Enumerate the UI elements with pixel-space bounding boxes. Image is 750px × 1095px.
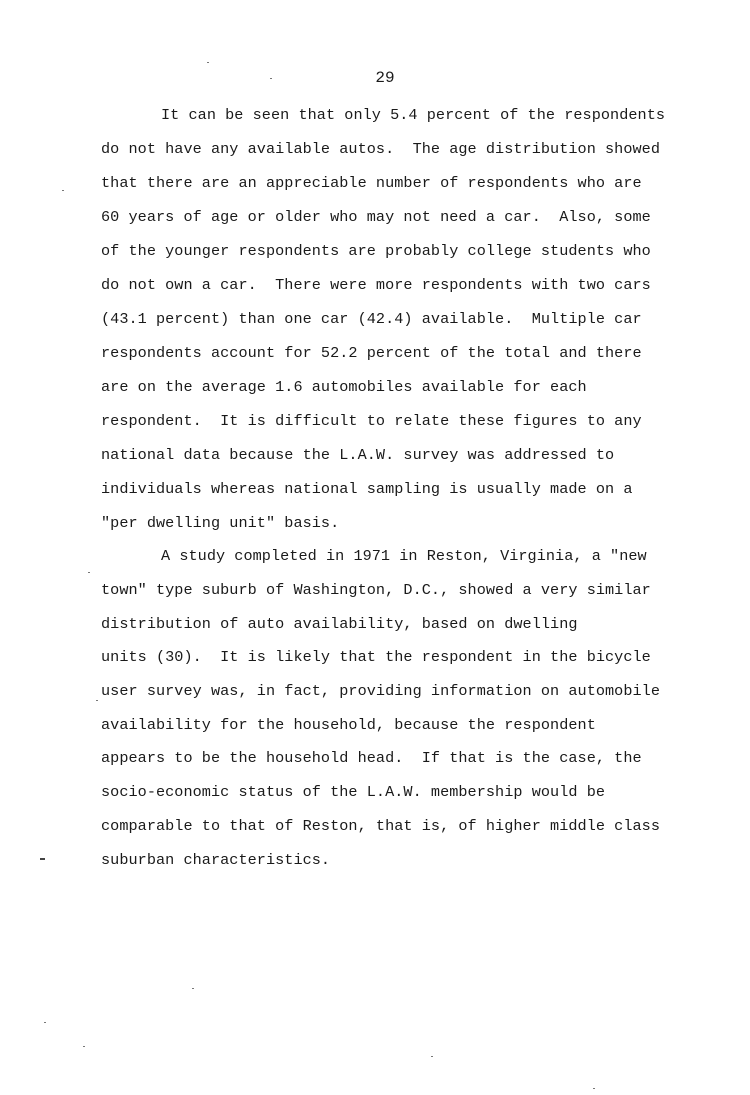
- page-number: 29: [375, 69, 395, 87]
- paragraph-2-line-6: availability for the household, because the respondent: [101, 716, 596, 734]
- paragraph-1-line-13: "per dwelling unit" basis.: [101, 514, 340, 532]
- paragraph-2-line-1: A study completed in 1971 in Reston, Virginia, a "new: [161, 547, 647, 565]
- paragraph-1-line-4: 60 years of age or older who may not need a car. Also, some: [101, 208, 651, 226]
- scan-speck: [44, 1022, 46, 1023]
- paragraph-2-line-9: comparable to that of Reston, that is, of higher middle class: [101, 817, 661, 835]
- paragraph-2-line-2: town" type suburb of Washington, D.C., showed a very similar: [101, 581, 651, 599]
- paragraph-2-line-10: suburban characteristics.: [101, 851, 331, 869]
- paragraph-1-line-12: individuals whereas national sampling is usually made on a: [101, 480, 633, 498]
- paragraph-2-line-7: appears to be the household head. If that is the case, the: [101, 749, 642, 767]
- scan-speck: [62, 190, 64, 191]
- paragraph-1-line-2: do not have any available autos. The age distribution showed: [101, 140, 661, 158]
- paragraph-2-line-5: user survey was, in fact, providing information on automobile: [101, 682, 661, 700]
- paragraph-2-line-4: units (30). It is likely that the respondent in the bicycle: [101, 648, 651, 666]
- paragraph-1-line-8: respondents account for 52.2 percent of the total and there: [101, 344, 642, 362]
- scan-speck: [192, 988, 194, 989]
- paragraph-1-line-1: It can be seen that only 5.4 percent of the respondents: [161, 106, 666, 124]
- scan-speck: [270, 78, 272, 79]
- scan-speck: [96, 700, 98, 701]
- scan-speck: [40, 858, 45, 860]
- scan-speck: [88, 572, 90, 573]
- scan-speck: [83, 1046, 85, 1047]
- paragraph-1-line-6: do not own a car. There were more respondents with two cars: [101, 276, 651, 294]
- scan-speck: [593, 1088, 595, 1089]
- scan-speck: [431, 1056, 433, 1057]
- scan-speck: [207, 62, 209, 63]
- paragraph-1-line-5: of the younger respondents are probably college students who: [101, 242, 651, 260]
- paragraph-1-line-10: respondent. It is difficult to relate these figures to any: [101, 412, 642, 430]
- paragraph-2-line-3: distribution of auto availability, based on dwelling: [101, 615, 578, 633]
- paragraph-1-line-3: that there are an appreciable number of respondents who are: [101, 174, 642, 192]
- paragraph-2-line-8: socio-economic status of the L.A.W. membership would be: [101, 783, 606, 801]
- paragraph-1-line-7: (43.1 percent) than one car (42.4) available. Multiple car: [101, 310, 642, 328]
- paragraph-1-line-9: are on the average 1.6 automobiles available for each: [101, 378, 587, 396]
- paragraph-1-line-11: national data because the L.A.W. survey was addressed to: [101, 446, 615, 464]
